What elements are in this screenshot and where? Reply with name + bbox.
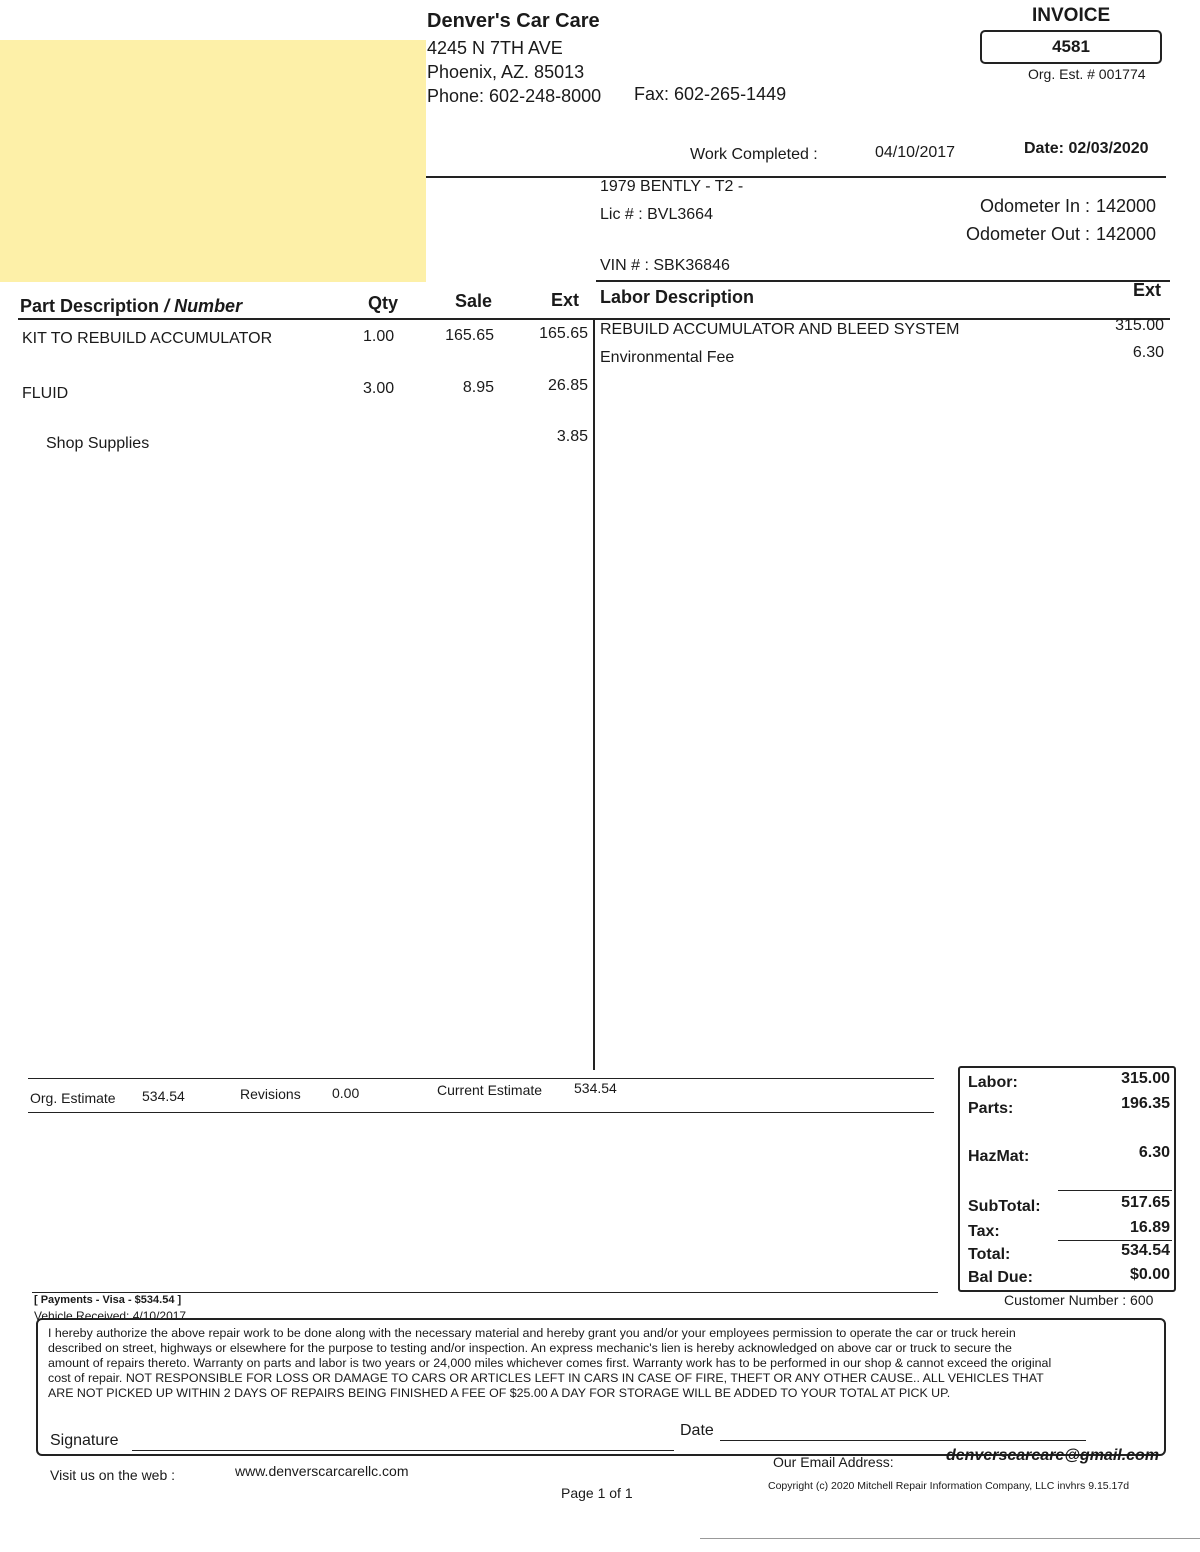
sticky-note xyxy=(0,40,426,282)
labor-ext-header: Ext xyxy=(1133,280,1162,300)
authorization-line-1: I hereby authorize the above repair work to be done along with the necessary material and hereby grant you and/or your employees permission to operate the car or truck herein xyxy=(48,1326,1016,1340)
part-row-2-ext: 26.85 xyxy=(547,377,588,394)
labor-row-2-ext: 6.30 xyxy=(1132,344,1164,361)
vehicle-license: Lic # : BVL3664 xyxy=(600,206,713,223)
page-number: Page 1 of 1 xyxy=(561,1485,633,1501)
shop-phone: Phone: 602-248-8000 xyxy=(427,86,602,106)
revisions-value: 0.00 xyxy=(332,1085,360,1101)
signature-label: Signature xyxy=(50,1432,119,1449)
part-row-1-qty: 1.00 xyxy=(363,328,395,345)
revisions-label: Revisions xyxy=(240,1086,301,1102)
website: www.denverscarcarellc.com xyxy=(235,1463,409,1479)
estimate-top-line xyxy=(28,1078,934,1079)
bal-due-label: Bal Due: xyxy=(968,1269,1033,1286)
date-line[interactable] xyxy=(720,1440,1086,1441)
subtotal-rule xyxy=(1058,1190,1172,1191)
copyright: Copyright (c) 2020 Mitchell Repair Information Company, LLC invhrs 9.15.17d xyxy=(768,1480,1130,1492)
part-row-1-desc: KIT TO REBUILD ACCUMULATOR xyxy=(22,330,273,347)
authorization-text xyxy=(48,1326,1158,1401)
total-value: 534.54 xyxy=(1121,1242,1170,1259)
parts-ext-header: Ext xyxy=(551,290,580,310)
totals-box xyxy=(958,1066,1176,1292)
labor-row-1-desc: REBUILD ACCUMULATOR AND BLEED SYSTEM xyxy=(600,321,960,338)
vehicle-received: Vehicle Received: 4/10/2017 xyxy=(34,1309,187,1323)
column-divider-top xyxy=(593,318,595,368)
shop-fax: Fax: 602-265-1449 xyxy=(634,84,787,104)
odometer-out-label: Odometer Out : xyxy=(965,224,1090,244)
bottom-edge-line xyxy=(700,1538,1200,1539)
authorization-line-3: amount of repairs thereto. Warranty on parts and labor is two years or 24,000 miles whichever comes first. Warranty work has to be performed in our shop & cannot exceed the original xyxy=(48,1356,1052,1370)
header-divider xyxy=(426,176,1166,178)
vehicle-divider xyxy=(596,280,1170,282)
vehicle-description: 1979 BENTLY - T2 - xyxy=(600,178,744,195)
payments-summary: [ Payments - Visa - $534.54 ] xyxy=(34,1294,182,1306)
sale-header: Sale xyxy=(455,291,493,311)
odometer-in-label: Odometer In : xyxy=(979,196,1090,216)
hazmat-label: HazMat: xyxy=(968,1148,1030,1165)
subtotal-label: SubTotal: xyxy=(968,1198,1041,1215)
email-label: Our Email Address: xyxy=(773,1454,894,1470)
odometer-in-value: 142000 xyxy=(1096,196,1157,216)
date-label: Date xyxy=(680,1422,714,1439)
invoice-date: Date: 02/03/2020 xyxy=(1024,140,1149,157)
odometer-out-value: 142000 xyxy=(1096,224,1157,244)
signature-line[interactable] xyxy=(132,1450,674,1451)
hazmat-value: 6.30 xyxy=(1138,1144,1170,1161)
org-estimate-label: Org. Estimate xyxy=(30,1090,116,1106)
labor-total-label: Labor: xyxy=(968,1074,1018,1091)
estimate-bottom-line xyxy=(28,1112,934,1113)
vehicle-vin: VIN # : SBK36846 xyxy=(600,257,730,274)
part-row-3-desc: Shop Supplies xyxy=(46,435,150,452)
payment-line xyxy=(32,1292,938,1293)
parts-total-label: Parts: xyxy=(968,1100,1014,1117)
qty-header: Qty xyxy=(368,293,399,313)
part-row-3-ext: 3.85 xyxy=(556,428,588,445)
current-estimate-label: Current Estimate xyxy=(437,1082,543,1098)
authorization-line-5: ARE NOT PICKED UP WITHIN 2 DAYS OF REPAIRS BEING FINISHED A FEE OF $25.00 A DAY FOR STORAGE WILL BE ADDED TO YOUR TOTAL AT PICK UP. xyxy=(48,1386,951,1400)
email-address: denverscarcare@gmail.com xyxy=(946,1447,1160,1464)
shop-address-line2: Phoenix, AZ. 85013 xyxy=(427,62,585,82)
column-divider xyxy=(593,368,595,1070)
labor-total-value: 315.00 xyxy=(1121,1070,1170,1087)
part-row-2-desc: FLUID xyxy=(22,385,69,402)
labor-row-1-ext: 315.00 xyxy=(1115,317,1164,334)
customer-number: Customer Number : 600 xyxy=(1004,1292,1154,1308)
part-row-1-ext: 165.65 xyxy=(539,325,588,342)
work-completed-label: Work Completed : xyxy=(690,146,818,163)
part-description-header: Part Description / Number xyxy=(20,296,243,316)
part-row-2-qty: 3.00 xyxy=(363,380,395,397)
bal-due-value: $0.00 xyxy=(1129,1266,1170,1283)
labor-row-2-desc: Environmental Fee xyxy=(600,349,735,366)
tax-value: 16.89 xyxy=(1129,1219,1170,1236)
tax-label: Tax: xyxy=(968,1223,1000,1240)
invoice-number: 4581 xyxy=(980,30,1162,64)
parts-total-value: 196.35 xyxy=(1121,1095,1170,1112)
total-label: Total: xyxy=(968,1246,1011,1263)
current-estimate-value: 534.54 xyxy=(574,1080,617,1096)
invoice-title: INVOICE xyxy=(1032,5,1111,26)
authorization-line-2: described on street, highways or elsewhere for the purpose to testing and/or inspection. An express mechanic's lien is hereby acknowledged on above car or truck to secure the xyxy=(48,1341,1012,1355)
total-rule xyxy=(1058,1240,1172,1241)
shop-name: Denver's Car Care xyxy=(427,10,600,32)
labor-description-header: Labor Description xyxy=(600,287,755,307)
authorization-box xyxy=(36,1318,1166,1456)
shop-address-line1: 4245 N 7TH AVE xyxy=(427,38,563,58)
part-row-1-sale: 165.65 xyxy=(445,327,494,344)
subtotal-value: 517.65 xyxy=(1121,1194,1170,1211)
part-row-2-sale: 8.95 xyxy=(462,379,494,396)
authorization-line-4: cost of repair. NOT RESPONSIBLE FOR LOSS OR DAMAGE TO CARS OR ARTICLES LEFT IN CARS IN CASE OF FIRE, THEFT OR ANY OTHER CAUSE.. ALL VEHICLES THAT xyxy=(48,1371,1044,1385)
work-completed-date: 04/10/2017 xyxy=(875,144,956,161)
org-estimate-value: 534.54 xyxy=(142,1088,185,1104)
web-label: Visit us on the web : xyxy=(50,1467,176,1483)
org-estimate-number: Org. Est. # 001774 xyxy=(1028,66,1146,82)
